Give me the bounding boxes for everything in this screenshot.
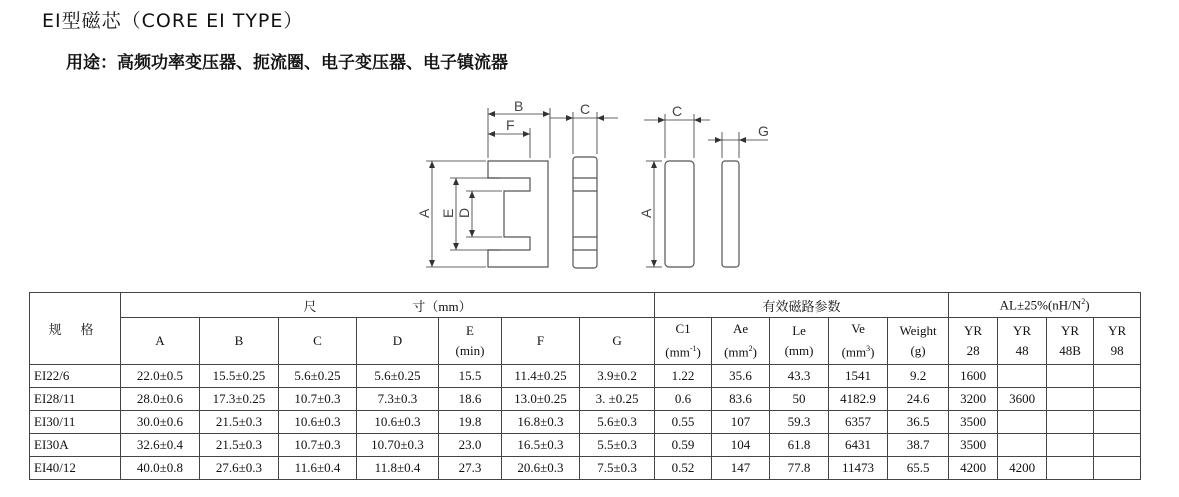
header-dimensions: 尺 寸（mm） (121, 293, 655, 318)
spec-table (29, 292, 1141, 480)
label-g: G (758, 123, 769, 139)
e-core-outline (488, 161, 548, 267)
cell-b: 21.5±0.3 (200, 434, 279, 457)
cell-ve: 1541 (829, 365, 888, 388)
cell-model: EI28/11 (30, 388, 121, 411)
cell-w: 36.5 (888, 411, 949, 434)
cell-e: 19.8 (439, 411, 502, 434)
cell-c: 5.6±0.25 (279, 365, 357, 388)
cell-e: 27.3 (439, 457, 502, 480)
cell-yr28: 1600 (949, 365, 998, 388)
cell-yr48b (1047, 365, 1094, 388)
cell-f: 16.8±0.3 (502, 411, 580, 434)
label-d: D (456, 207, 472, 218)
col-ve: Ve $(mm^3)$ (829, 318, 888, 365)
cell-yr98 (1094, 365, 1141, 388)
col-c1: C1 $(mm^{-1})$ (655, 318, 712, 365)
cell-yr48b (1047, 411, 1094, 434)
col-yr98: YR 98 (1094, 318, 1141, 365)
col-yr28: YR 28 (949, 318, 998, 365)
label-a-right: A (638, 208, 654, 218)
side-view-c (665, 161, 694, 267)
table-row (30, 365, 1141, 388)
cell-d: 11.8±0.4 (357, 457, 439, 480)
cell-model: EI30/11 (30, 411, 121, 434)
cell-e: 18.6 (439, 388, 502, 411)
cell-c: 10.6±0.3 (279, 411, 357, 434)
cell-a: 30.0±0.6 (121, 411, 200, 434)
col-e: E (min) (439, 318, 502, 365)
cell-c1: 0.52 (655, 457, 712, 480)
cell-ae: 147 (712, 457, 770, 480)
cell-ve: 11473 (829, 457, 888, 480)
cell-yr48b (1047, 388, 1094, 411)
cell-model: EI22/6 (30, 365, 121, 388)
cell-yr48 (998, 365, 1047, 388)
cell-w: 9.2 (888, 365, 949, 388)
cell-d: 10.70±0.3 (357, 434, 439, 457)
cell-d: 5.6±0.25 (357, 365, 439, 388)
cell-yr98 (1094, 457, 1141, 480)
header-al: $AL\pm 25\%(nH/N^2)$ (949, 293, 1141, 318)
cell-c1: 0.55 (655, 411, 712, 434)
cell-ae: 83.6 (712, 388, 770, 411)
cell-f: 20.6±0.3 (502, 457, 580, 480)
col-c: C (279, 318, 357, 365)
cell-yr28: 4200 (949, 457, 998, 480)
side-view-g (722, 161, 739, 267)
cell-b: 15.5±0.25 (200, 365, 279, 388)
cell-yr98 (1094, 434, 1141, 457)
i-core-side (573, 157, 597, 268)
cell-w: 65.5 (888, 457, 949, 480)
cell-c: 10.7±0.3 (279, 434, 357, 457)
table-row (30, 411, 1141, 434)
cell-g: 7.5±0.3 (580, 457, 655, 480)
cell-ae: 104 (712, 434, 770, 457)
col-a: A (121, 318, 200, 365)
cell-ae: 107 (712, 411, 770, 434)
core-dimension-drawing (400, 92, 800, 282)
label-c-left: C (580, 101, 591, 117)
cell-a: 28.0±0.6 (121, 388, 200, 411)
col-b: B (200, 318, 279, 365)
header-spec: 规 格 (30, 293, 121, 365)
cell-ve: 6357 (829, 411, 888, 434)
cell-g: 3. ±0.25 (580, 388, 655, 411)
cell-w: 24.6 (888, 388, 949, 411)
label-c-right: C (672, 103, 683, 119)
cell-d: 10.6±0.3 (357, 411, 439, 434)
cell-f: 16.5±0.3 (502, 434, 580, 457)
header-magnetic: 有效磁路参数 (655, 293, 949, 318)
cell-f: 13.0±0.25 (502, 388, 580, 411)
cell-w: 38.7 (888, 434, 949, 457)
cell-yr48: 3600 (998, 388, 1047, 411)
header-row-2 (30, 318, 1141, 365)
cell-yr28: 3500 (949, 411, 998, 434)
cell-a: 22.0±0.5 (121, 365, 200, 388)
col-yr48: YR 48 (998, 318, 1047, 365)
cell-ve: 6431 (829, 434, 888, 457)
cell-yr48: 4200 (998, 457, 1047, 480)
col-f: F (502, 318, 580, 365)
cell-le: 61.8 (770, 434, 829, 457)
cell-yr98 (1094, 388, 1141, 411)
cell-c1: 0.59 (655, 434, 712, 457)
usage-line: 用途：高频功率变压器、扼流圈、电子变压器、电子镇流器 (66, 53, 508, 73)
cell-e: 23.0 (439, 434, 502, 457)
cell-le: 77.8 (770, 457, 829, 480)
cell-g: 5.5±0.3 (580, 434, 655, 457)
cell-c1: 1.22 (655, 365, 712, 388)
col-le: Le (mm) (770, 318, 829, 365)
cell-a: 32.6±0.4 (121, 434, 200, 457)
cell-e: 15.5 (439, 365, 502, 388)
cell-yr48b (1047, 457, 1094, 480)
col-yr48b: YR 48B (1047, 318, 1094, 365)
cell-ve: 4182.9 (829, 388, 888, 411)
cell-yr48 (998, 434, 1047, 457)
label-f: F (506, 117, 515, 133)
cell-c1: 0.6 (655, 388, 712, 411)
col-ae: Ae $(mm^2)$ (712, 318, 770, 365)
col-d: D (357, 318, 439, 365)
label-b: B (514, 98, 524, 114)
label-e: E (440, 208, 456, 218)
cell-model: EI30A (30, 434, 121, 457)
table-row (30, 457, 1141, 480)
cell-f: 11.4±0.25 (502, 365, 580, 388)
cell-d: 7.3±0.3 (357, 388, 439, 411)
cell-g: 3.9±0.2 (580, 365, 655, 388)
cell-b: 17.3±0.25 (200, 388, 279, 411)
cell-c: 11.6±0.4 (279, 457, 357, 480)
label-a-left: A (416, 208, 432, 218)
cell-ae: 35.6 (712, 365, 770, 388)
cell-yr48 (998, 411, 1047, 434)
cell-yr48b (1047, 434, 1094, 457)
col-g: G (580, 318, 655, 365)
table-row (30, 388, 1141, 411)
cell-model: EI40/12 (30, 457, 121, 480)
cell-a: 40.0±0.8 (121, 457, 200, 480)
cell-g: 5.6±0.3 (580, 411, 655, 434)
cell-b: 21.5±0.3 (200, 411, 279, 434)
cell-c: 10.7±0.3 (279, 388, 357, 411)
cell-le: 43.3 (770, 365, 829, 388)
cell-yr28: 3500 (949, 434, 998, 457)
col-weight: Weight (g) (888, 318, 949, 365)
table-row (30, 434, 1141, 457)
cell-b: 27.6±0.3 (200, 457, 279, 480)
cell-yr28: 3200 (949, 388, 998, 411)
cell-le: 59.3 (770, 411, 829, 434)
cell-yr98 (1094, 411, 1141, 434)
header-row-1 (30, 293, 1141, 318)
cell-le: 50 (770, 388, 829, 411)
page-title: EI型磁芯（CORE EI TYPE） (42, 10, 304, 32)
